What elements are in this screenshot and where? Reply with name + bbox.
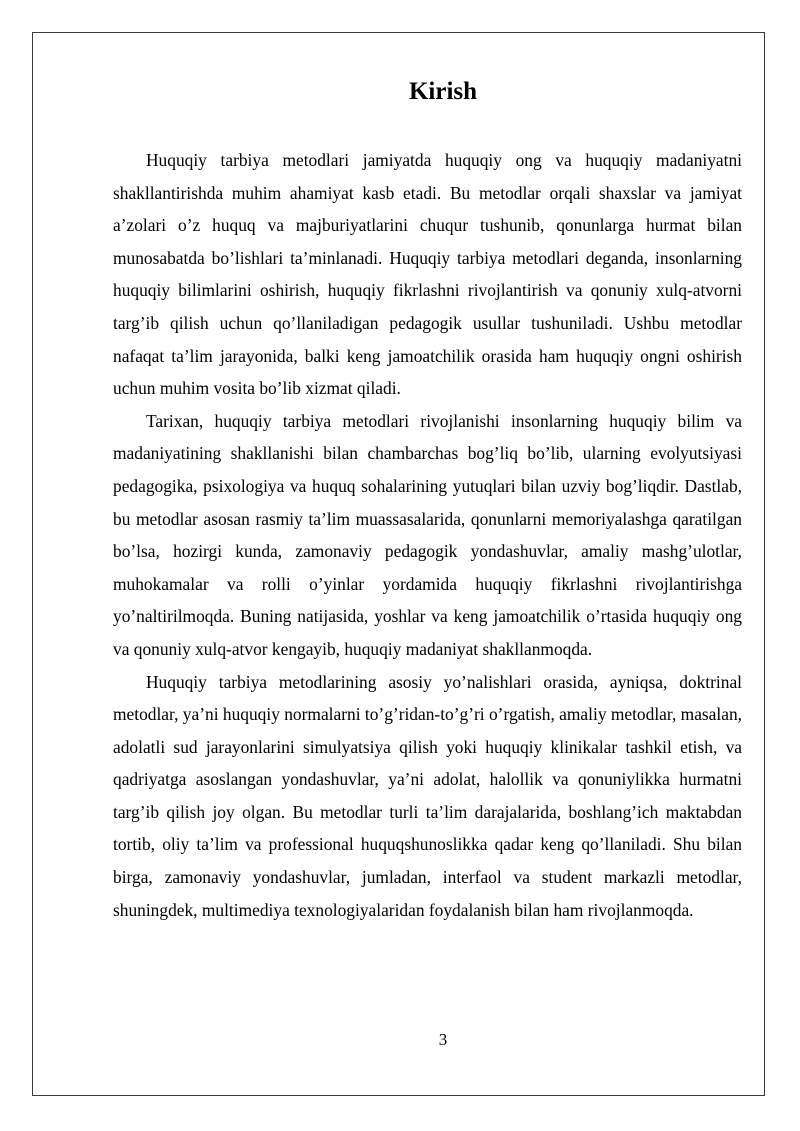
paragraph-3: Huquqiy tarbiya metodlarining asosiy yo’nalishlari orasida, ayniqsa, doktrinal metodlar, ya’ni huquqiy normalarni to’g’ridan-to’g’ri o’rgatish, amaliy metodlar, masalan, adolatli sud jarayonlarini simulyatsiya qilish yoki huquqiy klinikalar tashkil etish, va qadriyatga asoslangan yondashuvlar, ya’ni adolat, halollik va qonuniylikka hurmatni targ’ib qilish joy olgan. Bu metodlar turli ta’lim darajalarida, boshlang’ich maktabdan tortib, oliy ta’lim va professional huquqshunoslikka qadar keng qo’llaniladi. Shu bilan birga, zamonaviy yondashuvlar, jumladan, interfaol va student markazli metodlar, shuningdek, multimediya texnologiyalaridan foydalanish bilan ham rivojlanmoqda. xyxy=(113,671,742,920)
paragraph-2: Tarixan, huquqiy tarbiya metodlari rivojlanishi insonlarning huquqiy bilim va madaniyatining shakllanishi bilan chambarchas bog’liq bo’lib, ularning evolyutsiyasi pedagogika, psixologiya va huquq sohalarining yutuqlari bilan uzviy bog’liqdir. Dastlab, bu metodlar asosan rasmiy ta’lim muassasalarida, qonunlarni memoriyalashga qaratilgan bo’lsa, hozirgi kunda, zamonaviy pedagogik yondashuvlar, amaliy mashg’ulotlar, muhokamalar va rolli o’yinlar yordamida huquqiy fikrlashni rivojlantirishga yo’naltirilmoqda. Buning natijasida, yoshlar va keng jamoatchilik o’rtasida huquqiy ong va qonuniy xulq-atvor kengayib, huquqiy madaniyat shakllanmoqda. xyxy=(113,410,742,659)
page-title: Kirish xyxy=(408,78,478,105)
page-number: 3 xyxy=(438,1030,448,1049)
paragraph-1: Huquqiy tarbiya metodlari jamiyatda huquqiy ong va huquqiy madaniyatni shakllantirishda muhim ahamiyat kasb etadi. Bu metodlar orqali shaxslar va jamiyat a’zolari o’z huquq va majburiyatlarini chuqur tushunib, qonunlarga hurmat bilan munosabatda bo’lishlari ta’minlanadi. Huquqiy tarbiya metodlari deganda, insonlarning huquqiy bilimlarini oshirish, huquqiy fikrlashni rivojlantirish va qonuniy xulq-atvorni targ’ib qilish uchun qo’llaniladigan pedagogik usullar tushuniladi. Ushbu metodlar nafaqat ta’lim jarayonida, balki keng jamoatchilik orasida ham huquqiy ongni oshirish uchun muhim vosita bo’lib xizmat qiladi. xyxy=(113,150,742,399)
body-text xyxy=(113,144,742,926)
